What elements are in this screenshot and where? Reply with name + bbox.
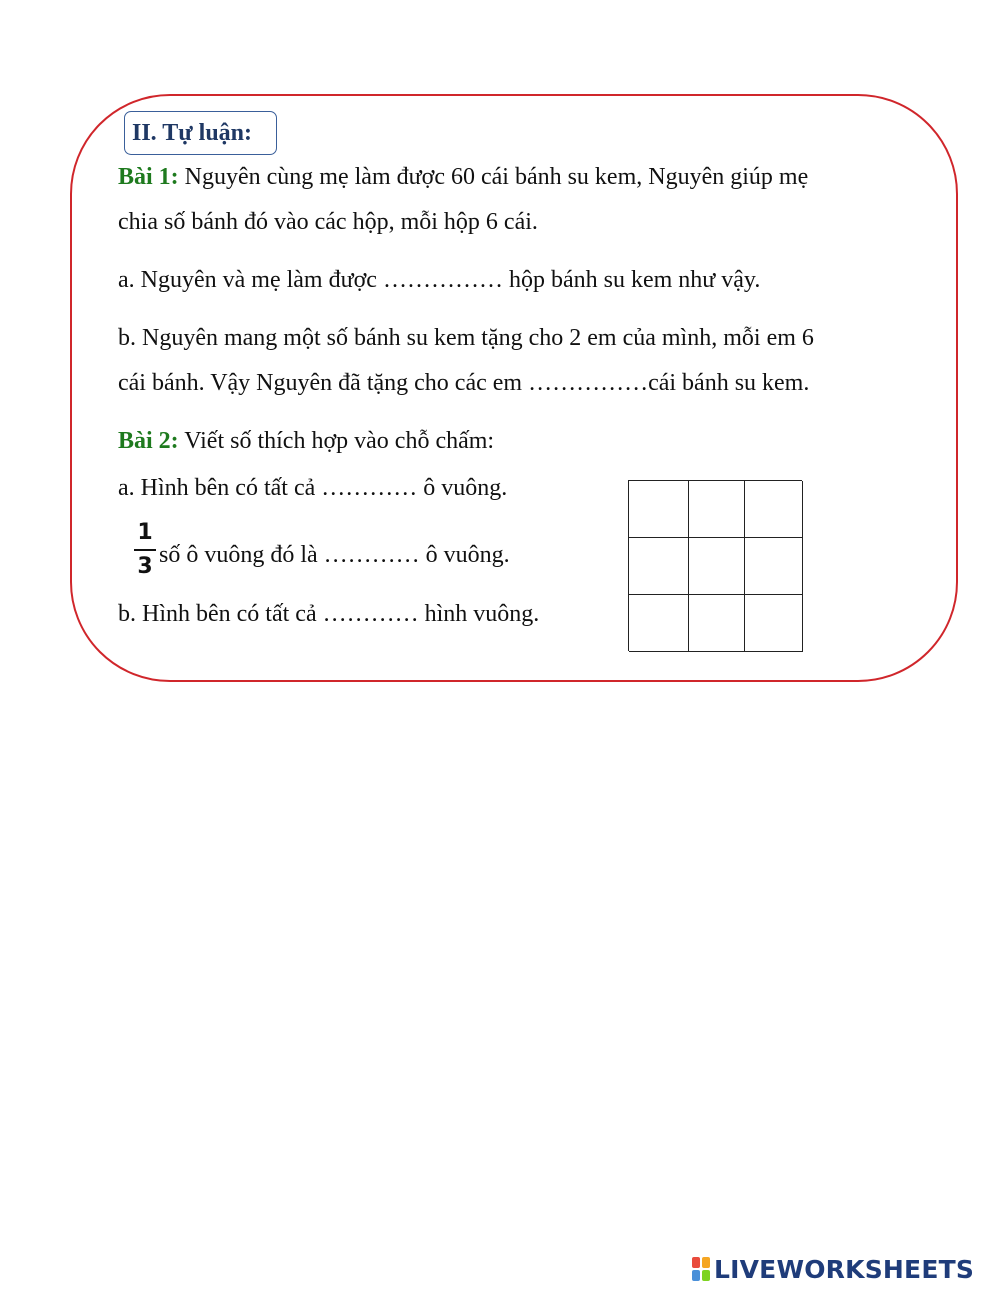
fraction-numerator: 1 xyxy=(137,520,153,545)
grid-cell xyxy=(745,595,803,652)
fraction-one-third xyxy=(134,520,156,580)
liveworksheets-logo[interactable] xyxy=(692,1253,974,1285)
fraction-bar xyxy=(134,549,156,551)
grid-cell xyxy=(745,481,803,538)
bai1-line1 xyxy=(118,164,808,191)
bai1-line2: chia số bánh đó vào các hộp, mỗi hộp 6 cái. xyxy=(118,209,538,235)
logo-block-green xyxy=(702,1270,710,1281)
bai2-question-b: b. Hình bên có tất cả ………… hình vuông. xyxy=(118,601,540,627)
grid-cell xyxy=(689,538,745,595)
grid-cell xyxy=(689,595,745,652)
bai2-question-a: a. Hình bên có tất cả ………… ô vuông. xyxy=(118,475,508,501)
bai2-intro-text: Viết số thích hợp vào chỗ chấm: xyxy=(178,428,495,454)
bai1-question-a: a. Nguyên và mẹ làm được …………… hộp bánh su kem như vậy. xyxy=(118,267,761,293)
logo-text: LIVEWORKSHEETS xyxy=(714,1254,975,1284)
logo-block-red xyxy=(692,1257,700,1268)
bai1-question-b-line2: cái bánh. Vậy Nguyên đã tặng cho các em ……………cái bánh su kem. xyxy=(118,370,810,396)
logo-block-orange xyxy=(702,1257,710,1268)
bai1-question-b-line1: b. Nguyên mang một số bánh su kem tặng cho 2 em của mình, mỗi em 6 xyxy=(118,325,814,351)
section-title: II. Tự luận: xyxy=(124,111,277,155)
logo-block-blue xyxy=(692,1270,700,1281)
grid-cell xyxy=(629,538,689,595)
logo-icon xyxy=(692,1257,710,1281)
grid-cell xyxy=(689,481,745,538)
bai2-label: Bài 2: xyxy=(118,428,179,454)
square-grid xyxy=(628,480,802,651)
bai2-intro xyxy=(118,428,494,455)
bai1-label: Bài 1: xyxy=(118,164,179,190)
bai2-fraction-line: số ô vuông đó là ………… ô vuông. xyxy=(159,542,510,568)
grid-cell xyxy=(745,538,803,595)
fraction-denominator: 3 xyxy=(137,554,153,579)
grid-cell xyxy=(629,481,689,538)
bai1-text: Nguyên cùng mẹ làm được 60 cái bánh su kem, Nguyên giúp mẹ xyxy=(178,164,809,190)
grid-cell xyxy=(629,595,689,652)
